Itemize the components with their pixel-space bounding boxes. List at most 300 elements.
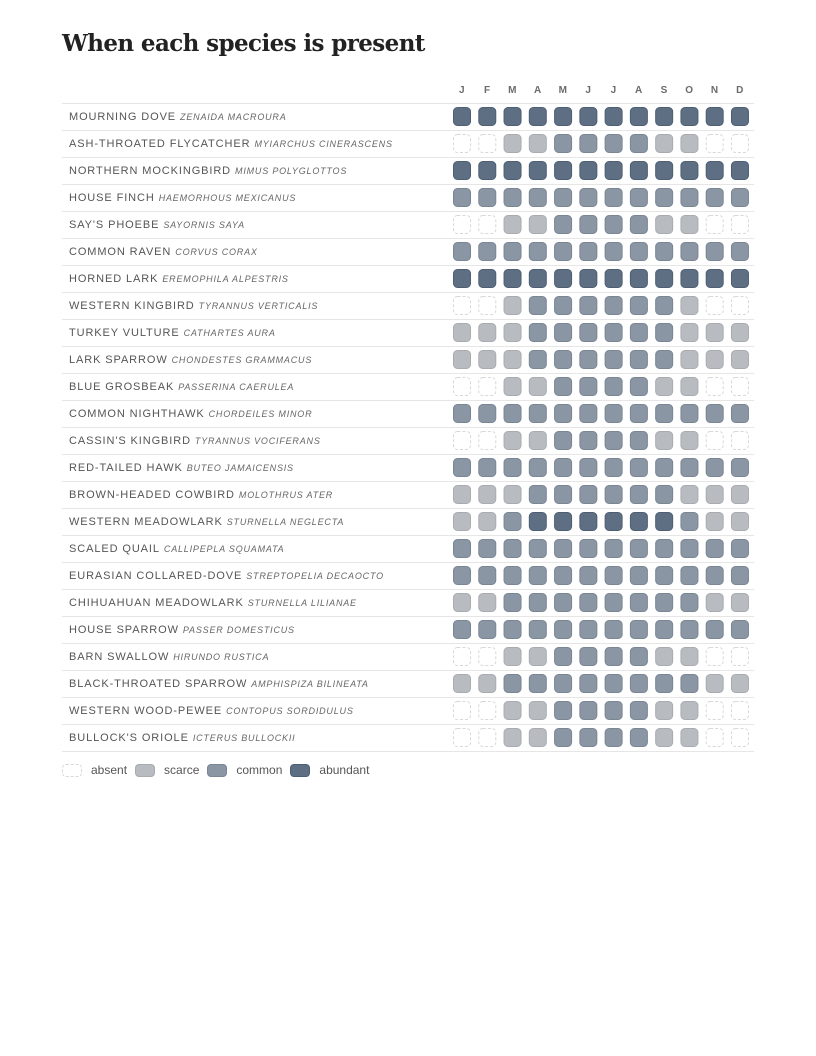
presence-cell-scarce — [731, 594, 748, 612]
presence-cell-common — [706, 459, 723, 477]
presence-cell-common — [656, 324, 673, 342]
presence-cell-common — [706, 621, 723, 639]
presence-cell-scarce — [681, 729, 698, 747]
presence-cell-scarce — [454, 486, 471, 504]
presence-cell-common — [555, 594, 572, 612]
presence-cell-common — [731, 459, 748, 477]
presence-cell-common — [529, 297, 546, 315]
presence-cell-scarce — [504, 351, 521, 369]
presence-cell-common — [580, 297, 597, 315]
presence-cell-common — [706, 540, 723, 558]
presence-cell-common — [555, 189, 572, 207]
presence-cell-common — [555, 567, 572, 585]
presence-cell-scarce — [504, 297, 521, 315]
legend-item-common — [207, 763, 282, 777]
month-label: N — [710, 85, 719, 96]
presence-cell-abundant — [706, 162, 723, 180]
presence-cell-common — [580, 702, 597, 720]
presence-cell-common — [529, 405, 546, 423]
presence-cell-abundant — [605, 270, 622, 288]
presence-cell-common — [681, 189, 698, 207]
presence-cell-common — [529, 621, 546, 639]
species-label — [69, 138, 393, 150]
presence-cell-scarce — [681, 351, 698, 369]
presence-cell-scarce — [681, 648, 698, 666]
species-label — [69, 651, 269, 663]
presence-cell-scarce — [681, 432, 698, 450]
presence-cell-common — [630, 702, 647, 720]
species-label — [69, 597, 357, 609]
species-common-name: NORTHERN MOCKINGBIRD — [69, 165, 232, 177]
presence-cell-common — [529, 243, 546, 261]
presence-cell-scarce — [656, 648, 673, 666]
presence-cell-abundant — [504, 270, 521, 288]
presence-cell-scarce — [529, 702, 546, 720]
presence-cell-scarce — [454, 324, 471, 342]
presence-cell-absent — [731, 216, 748, 234]
presence-cell-common — [555, 378, 572, 396]
species-label — [69, 246, 258, 258]
species-label — [69, 300, 318, 312]
legend-swatch-absent — [62, 764, 82, 777]
presence-cell-scarce — [706, 675, 723, 693]
presence-cell-abundant — [630, 162, 647, 180]
presence-cell-abundant — [656, 513, 673, 531]
presence-cell-common — [656, 621, 673, 639]
presence-cell-scarce — [529, 432, 546, 450]
presence-cell-abundant — [555, 270, 572, 288]
presence-cell-absent — [454, 729, 471, 747]
species-label — [69, 273, 289, 285]
presence-cell-common — [630, 432, 647, 450]
presence-cell-scarce — [504, 378, 521, 396]
presence-cell-common — [656, 189, 673, 207]
species-scientific-name: SAYORNIS SAYA — [163, 220, 245, 230]
presence-cell-common — [605, 567, 622, 585]
presence-cell-scarce — [656, 432, 673, 450]
presence-cell-common — [580, 567, 597, 585]
species-scientific-name: STURNELLA LILIANAE — [247, 598, 357, 608]
month-label: J — [610, 85, 617, 96]
legend-item-absent — [62, 763, 127, 777]
presence-cell-common — [605, 675, 622, 693]
presence-cell-common — [656, 540, 673, 558]
presence-cell-common — [630, 351, 647, 369]
month-label: M — [558, 85, 568, 96]
presence-cell-abundant — [529, 162, 546, 180]
species-label — [69, 111, 287, 123]
species-common-name: SCALED QUAIL — [69, 543, 160, 555]
presence-cell-common — [479, 189, 496, 207]
presence-cell-scarce — [656, 135, 673, 153]
presence-cell-absent — [479, 378, 496, 396]
species-common-name: HOUSE FINCH — [69, 192, 155, 204]
month-label: S — [660, 85, 668, 96]
month-label: F — [483, 85, 491, 96]
species-label — [69, 732, 295, 744]
presence-cell-scarce — [656, 378, 673, 396]
presence-cell-common — [630, 621, 647, 639]
presence-cell-abundant — [731, 270, 748, 288]
legend-item-scarce — [135, 763, 199, 777]
presence-cell-abundant — [580, 270, 597, 288]
presence-cell-common — [555, 405, 572, 423]
presence-cell-abundant — [605, 513, 622, 531]
presence-cell-abundant — [529, 513, 546, 531]
presence-cell-scarce — [529, 378, 546, 396]
presence-cell-abundant — [630, 513, 647, 531]
presence-cell-common — [580, 675, 597, 693]
presence-cell-scarce — [681, 297, 698, 315]
presence-cell-common — [504, 189, 521, 207]
species-common-name: CASSIN'S KINGBIRD — [69, 435, 191, 447]
presence-cell-absent — [706, 432, 723, 450]
presence-cell-abundant — [706, 270, 723, 288]
presence-cell-common — [630, 216, 647, 234]
species-common-name: EURASIAN COLLARED-DOVE — [69, 570, 243, 582]
presence-cell-common — [504, 594, 521, 612]
species-scientific-name: ZENAIDA MACROURA — [180, 112, 287, 122]
presence-cell-common — [529, 189, 546, 207]
presence-cell-absent — [479, 216, 496, 234]
presence-cell-common — [555, 135, 572, 153]
presence-cell-scarce — [731, 513, 748, 531]
presence-cell-common — [605, 405, 622, 423]
presence-cell-common — [605, 594, 622, 612]
presence-cell-scarce — [504, 432, 521, 450]
presence-cell-common — [656, 675, 673, 693]
presence-cell-common — [555, 297, 572, 315]
presence-cell-abundant — [580, 513, 597, 531]
species-scientific-name: PASSER DOMESTICUS — [182, 625, 295, 635]
legend-label: abundant — [319, 763, 370, 777]
presence-cell-scarce — [681, 135, 698, 153]
presence-cell-common — [454, 189, 471, 207]
species-scientific-name: CATHARTES AURA — [183, 328, 276, 338]
presence-cell-common — [580, 621, 597, 639]
species-label — [69, 435, 321, 447]
species-scientific-name: MOLOTHRUS ATER — [238, 490, 334, 500]
presence-cell-scarce — [681, 486, 698, 504]
presence-cell-common — [731, 405, 748, 423]
species-scientific-name: TYRANNUS VERTICALIS — [198, 301, 319, 311]
species-common-name: HORNED LARK — [69, 273, 159, 285]
presence-cell-absent — [731, 135, 748, 153]
species-scientific-name: CHORDEILES MINOR — [208, 409, 313, 419]
presence-cell-common — [454, 405, 471, 423]
presence-cell-scarce — [681, 324, 698, 342]
presence-cell-common — [630, 648, 647, 666]
species-scientific-name: MIMUS POLYGLOTTOS — [235, 166, 348, 176]
presence-cell-scarce — [731, 324, 748, 342]
presence-cell-common — [529, 567, 546, 585]
presence-cell-abundant — [479, 270, 496, 288]
presence-cell-common — [605, 378, 622, 396]
species-common-name: BULLOCK'S ORIOLE — [69, 732, 189, 744]
presence-cell-scarce — [656, 702, 673, 720]
month-label: D — [736, 85, 744, 96]
species-label — [69, 462, 294, 474]
presence-cell-common — [605, 135, 622, 153]
presence-cell-scarce — [681, 216, 698, 234]
presence-cell-common — [555, 243, 572, 261]
presence-cell-abundant — [529, 108, 546, 126]
species-common-name: BLUE GROSBEAK — [69, 381, 175, 393]
presence-cell-common — [454, 621, 471, 639]
presence-cell-absent — [479, 648, 496, 666]
presence-cell-abundant — [706, 108, 723, 126]
presence-cell-common — [529, 594, 546, 612]
presence-cell-common — [555, 432, 572, 450]
presence-cell-common — [580, 648, 597, 666]
presence-cell-common — [454, 459, 471, 477]
presence-cell-common — [630, 567, 647, 585]
presence-cell-abundant — [630, 108, 647, 126]
presence-cell-common — [580, 405, 597, 423]
presence-cell-common — [504, 675, 521, 693]
presence-cell-common — [731, 621, 748, 639]
presence-cell-common — [731, 567, 748, 585]
presence-cell-common — [529, 324, 546, 342]
presence-cell-common — [504, 540, 521, 558]
presence-cell-scarce — [706, 351, 723, 369]
month-label: A — [635, 85, 643, 96]
presence-cell-common — [580, 135, 597, 153]
presence-cell-common — [605, 729, 622, 747]
presence-cell-common — [656, 594, 673, 612]
presence-cell-common — [630, 486, 647, 504]
species-common-name: WESTERN MEADOWLARK — [69, 516, 223, 528]
presence-cell-common — [555, 702, 572, 720]
presence-cell-common — [454, 243, 471, 261]
presence-cell-abundant — [731, 162, 748, 180]
species-label — [69, 705, 354, 717]
presence-cell-scarce — [504, 702, 521, 720]
species-label — [69, 354, 312, 366]
presence-cell-common — [555, 540, 572, 558]
presence-cell-common — [605, 648, 622, 666]
presence-cell-abundant — [656, 108, 673, 126]
presence-cell-common — [656, 405, 673, 423]
presence-cell-scarce — [479, 324, 496, 342]
presence-cell-absent — [706, 378, 723, 396]
presence-cell-absent — [706, 297, 723, 315]
presence-cell-absent — [479, 432, 496, 450]
species-common-name: HOUSE SPARROW — [69, 624, 179, 636]
presence-cell-absent — [479, 135, 496, 153]
species-common-name: RED-TAILED HAWK — [69, 462, 183, 474]
presence-cell-absent — [731, 297, 748, 315]
presence-cell-common — [681, 243, 698, 261]
species-common-name: BLACK-THROATED SPARROW — [69, 678, 248, 690]
species-label — [69, 165, 347, 177]
presence-cell-common — [529, 351, 546, 369]
month-label: J — [585, 85, 592, 96]
presence-cell-common — [706, 189, 723, 207]
presence-cell-common — [580, 216, 597, 234]
presence-cell-common — [580, 351, 597, 369]
species-label — [69, 678, 369, 690]
presence-cell-absent — [454, 648, 471, 666]
presence-cell-scarce — [454, 513, 471, 531]
presence-cell-abundant — [605, 162, 622, 180]
month-label: A — [533, 85, 542, 96]
presence-cell-common — [479, 621, 496, 639]
presence-cell-absent — [731, 648, 748, 666]
presence-cell-common — [630, 675, 647, 693]
species-scientific-name: PASSERINA CAERULEA — [178, 382, 295, 392]
species-label — [69, 219, 245, 231]
presence-cell-scarce — [529, 648, 546, 666]
presence-cell-abundant — [656, 162, 673, 180]
presence-cell-common — [504, 243, 521, 261]
presence-cell-common — [681, 594, 698, 612]
presence-cell-abundant — [580, 162, 597, 180]
presence-cell-scarce — [529, 729, 546, 747]
presence-cell-common — [479, 405, 496, 423]
presence-cell-absent — [706, 729, 723, 747]
presence-cell-common — [630, 594, 647, 612]
presence-cell-common — [656, 459, 673, 477]
presence-cell-common — [580, 432, 597, 450]
presence-cell-abundant — [504, 162, 521, 180]
presence-cell-abundant — [479, 162, 496, 180]
presence-cell-scarce — [454, 351, 471, 369]
presence-cell-absent — [479, 729, 496, 747]
presence-cell-scarce — [656, 216, 673, 234]
presence-cell-scarce — [731, 486, 748, 504]
presence-cell-scarce — [454, 594, 471, 612]
species-label — [69, 624, 295, 636]
species-common-name: WESTERN WOOD-PEWEE — [69, 705, 223, 717]
presence-cell-scarce — [529, 135, 546, 153]
legend-swatch-scarce — [135, 764, 155, 777]
presence-cell-absent — [731, 432, 748, 450]
presence-cell-scarce — [681, 702, 698, 720]
presence-cell-common — [555, 648, 572, 666]
presence-cell-common — [656, 567, 673, 585]
presence-cell-common — [580, 378, 597, 396]
presence-cell-scarce — [479, 351, 496, 369]
presence-cell-scarce — [731, 675, 748, 693]
presence-cell-common — [706, 567, 723, 585]
presence-cell-scarce — [504, 648, 521, 666]
species-scientific-name: STURNELLA NEGLECTA — [226, 517, 345, 527]
presence-cell-common — [605, 621, 622, 639]
presence-cell-scarce — [681, 378, 698, 396]
presence-cell-common — [630, 729, 647, 747]
species-label — [69, 192, 296, 204]
species-common-name: COMMON NIGHTHAWK — [69, 408, 205, 420]
presence-cell-absent — [706, 216, 723, 234]
presence-cell-absent — [454, 135, 471, 153]
presence-cell-common — [605, 189, 622, 207]
presence-cell-absent — [454, 216, 471, 234]
presence-cell-absent — [706, 648, 723, 666]
species-label — [69, 570, 384, 582]
presence-cell-common — [555, 675, 572, 693]
presence-cell-scarce — [504, 135, 521, 153]
presence-cell-common — [731, 189, 748, 207]
presence-cell-common — [706, 243, 723, 261]
presence-cell-absent — [454, 702, 471, 720]
presence-cell-abundant — [504, 108, 521, 126]
presence-cell-scarce — [529, 216, 546, 234]
legend-swatch-common — [207, 764, 227, 777]
presence-cell-scarce — [706, 594, 723, 612]
species-label — [69, 327, 276, 339]
species-label — [69, 408, 312, 420]
presence-cell-scarce — [706, 486, 723, 504]
species-scientific-name: CALLIPEPLA SQUAMATA — [163, 544, 285, 554]
presence-cell-common — [529, 459, 546, 477]
month-label: O — [685, 85, 694, 96]
species-common-name: CHIHUAHUAN MEADOWLARK — [69, 597, 244, 609]
species-common-name: LARK SPARROW — [69, 354, 168, 366]
presence-cell-common — [630, 324, 647, 342]
presence-cell-common — [731, 540, 748, 558]
species-label — [69, 543, 284, 555]
presence-cell-common — [605, 540, 622, 558]
presence-cell-abundant — [555, 108, 572, 126]
species-common-name: ASH-THROATED FLYCATCHER — [69, 138, 251, 150]
presence-cell-common — [681, 567, 698, 585]
presence-cell-common — [630, 459, 647, 477]
presence-cell-common — [681, 540, 698, 558]
presence-cell-common — [656, 243, 673, 261]
species-common-name: COMMON RAVEN — [69, 246, 172, 258]
presence-cell-common — [605, 216, 622, 234]
presence-cell-common — [555, 729, 572, 747]
presence-cell-common — [605, 351, 622, 369]
presence-cell-common — [529, 540, 546, 558]
presence-cell-common — [656, 486, 673, 504]
presence-cell-abundant — [605, 108, 622, 126]
presence-cell-absent — [454, 432, 471, 450]
legend-item-abundant — [290, 763, 369, 777]
species-common-name: BARN SWALLOW — [69, 651, 170, 663]
species-scientific-name: HAEMORHOUS MEXICANUS — [158, 193, 297, 203]
presence-cell-common — [580, 189, 597, 207]
presence-cell-common — [681, 675, 698, 693]
presence-cell-abundant — [630, 270, 647, 288]
presence-cell-common — [529, 675, 546, 693]
presence-cell-absent — [706, 702, 723, 720]
species-common-name: BROWN-HEADED COWBIRD — [69, 489, 235, 501]
presence-cell-absent — [706, 135, 723, 153]
species-label — [69, 489, 333, 501]
presence-cell-scarce — [479, 594, 496, 612]
legend-label: common — [236, 763, 283, 777]
presence-cell-common — [555, 216, 572, 234]
presence-cell-absent — [454, 297, 471, 315]
presence-cell-common — [504, 621, 521, 639]
presence-cell-absent — [479, 702, 496, 720]
presence-cell-absent — [731, 378, 748, 396]
species-scientific-name: CONTOPUS SORDIDULUS — [226, 706, 354, 716]
presence-cell-common — [605, 324, 622, 342]
presence-cell-common — [630, 378, 647, 396]
presence-cell-common — [630, 135, 647, 153]
presence-cell-common — [479, 243, 496, 261]
legend-label: scarce — [164, 763, 200, 777]
presence-cell-common — [681, 621, 698, 639]
species-scientific-name: STREPTOPELIA DECAOCTO — [246, 571, 384, 581]
presence-cell-common — [580, 540, 597, 558]
presence-cell-common — [504, 513, 521, 531]
species-scientific-name: ICTERUS BULLOCKII — [192, 733, 296, 743]
species-label — [69, 516, 344, 528]
